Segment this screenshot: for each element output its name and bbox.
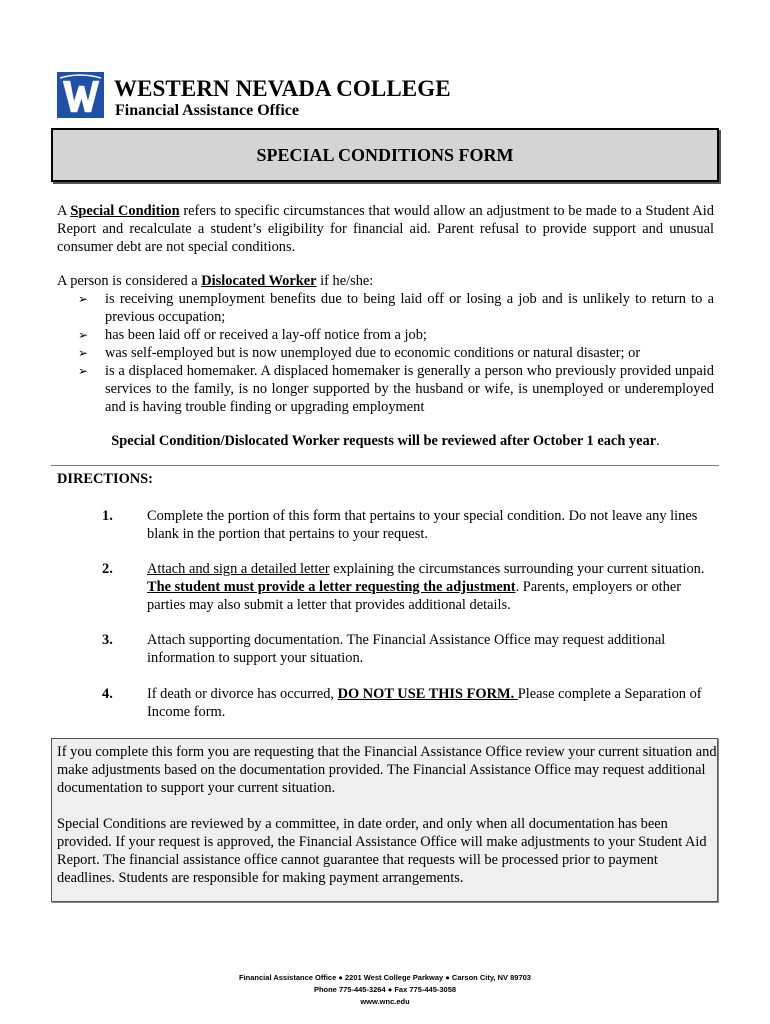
directions-heading: DIRECTIONS: xyxy=(57,471,153,487)
step-number: 3. xyxy=(102,632,113,648)
dislocated-lead: A person is considered a xyxy=(57,273,202,289)
arrowhead-bullet-icon: ➢ xyxy=(78,328,89,342)
office-name: Financial Assistance Office xyxy=(115,102,299,119)
list-item: ➢ is a displaced homemaker. A displaced homemaker is generally a person who previously provided unpaid services to the family, is no longer supported by the husband or wife, is unemployed or underemployed and is having trouble finding or upgrading employment xyxy=(78,363,714,415)
form-title-box xyxy=(51,128,719,182)
step-number: 1. xyxy=(102,508,113,524)
definition-text: refers to specific circumstances that would allow an adjustment to be made to a Student Aid Report and recalculate a student’s eligibility for financial aid. Parent refusal to provide support and unusual consumer debt are not special conditions. xyxy=(57,203,714,255)
arrowhead-bullet-icon: ➢ xyxy=(78,364,89,378)
step-number: 4. xyxy=(102,686,113,702)
dislocated-worker-criteria xyxy=(78,290,714,416)
list-item: ➢ was self-employed but is now unemployed due to economic conditions or natural disaster; or xyxy=(78,345,641,361)
step-text: If death or divorce has occurred, DO NOT USE THIS FORM. Please complete a Separation of Income form. xyxy=(147,686,702,720)
arrowhead-bullet-icon: ➢ xyxy=(78,292,89,306)
step-number: 2. xyxy=(102,561,113,577)
footer-website-link[interactable]: www.wnc.edu xyxy=(360,997,410,1006)
arrowhead-bullet-icon: ➢ xyxy=(78,346,89,360)
list-item: ➢ has been laid off or received a lay-off notice from a job; xyxy=(78,327,427,343)
form-title: SPECIAL CONDITIONS FORM xyxy=(256,144,514,165)
footer-phone-fax: Phone 775-445-3264 ● Fax 775-445-3058 xyxy=(313,985,457,994)
definition-lead: A xyxy=(57,203,71,219)
committee-info-paragraph: Special Conditions are reviewed by a committee, in date order, and only when all documentation has been provided. If your request is approved, the Financial Assistance Office will make adjustments to your Student Aid Report. The financial assistance office cannot guarantee that requests will be processed prior to payment deadlines. Students are responsible for making payment arrangements. xyxy=(57,816,707,886)
college-name: WESTERN NEVADA COLLEGE xyxy=(114,76,451,101)
section-divider xyxy=(51,465,719,466)
review-information-box xyxy=(51,738,718,902)
special-condition-definition xyxy=(57,202,714,256)
list-item: ➢ is receiving unemployment benefits due to being laid off or losing a job and is unlikely to return to a previous occupation; xyxy=(78,291,714,325)
wnc-w-logo-icon xyxy=(57,72,104,118)
step-text: Attach and sign a detailed letter explaining the circumstances surrounding your current situation. The student must provide a letter requesting the adjustment. Parents, employers or other parties may also submit a letter that provides additional details. xyxy=(147,561,705,613)
review-date-notice: Special Condition/Dislocated Worker requests will be reviewed after October 1 each year. xyxy=(111,433,660,449)
dislocated-worker-lead xyxy=(57,272,714,290)
review-info-paragraph: If you complete this form you are requesting that the Financial Assistance Office review your current situation and make adjustments based on the documentation provided. The Financial Assistance Office may request additional documentation to support your current situation. xyxy=(57,744,717,796)
dislocated-worker-term: Dislocated Worker xyxy=(201,273,317,289)
dislocated-rest: if he/she: xyxy=(316,273,374,289)
footer-address: Financial Assistance Office ● 2201 West College Parkway ● Carson City, NV 89703 xyxy=(239,973,531,982)
special-condition-term: Special Condition xyxy=(70,203,180,219)
step-text: Attach supporting documentation. The Financial Assistance Office may request additional information to support your situation. xyxy=(147,632,666,666)
step-text: Complete the portion of this form that pertains to your special condition. Do not leave any lines blank in the portion that pertains to your request. xyxy=(147,508,698,542)
